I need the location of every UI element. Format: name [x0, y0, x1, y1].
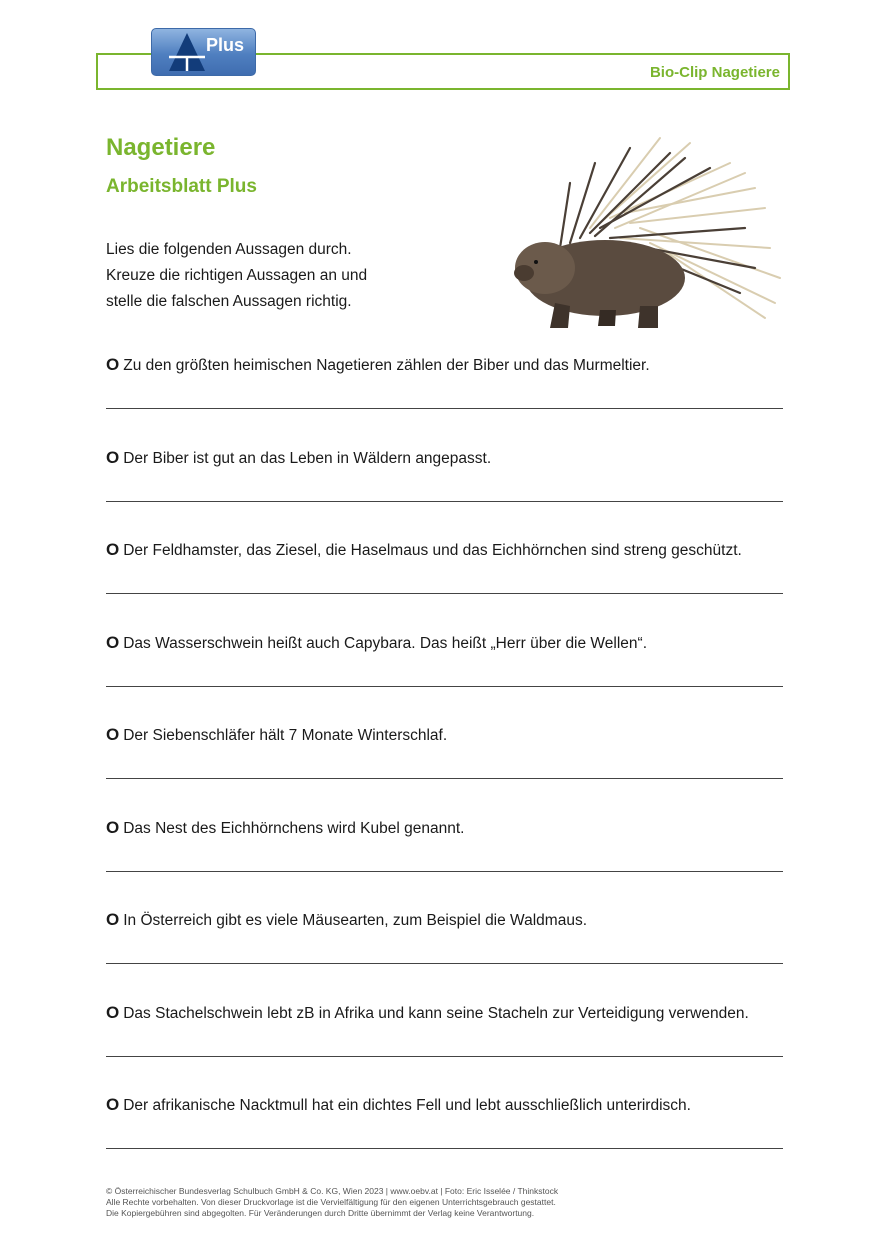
answer-line[interactable] [106, 408, 783, 409]
instruction-line: Lies die folgenden Aussagen durch. [106, 241, 352, 258]
statement-text [106, 448, 491, 469]
statement-text [106, 910, 587, 931]
statement-label: Zu den größten heimischen Nagetieren zählen der Biber und das Murmeltier. [123, 357, 650, 374]
statement-label: Der Biber ist gut an das Leben in Wäldern angepasst. [123, 449, 492, 467]
checkbox-marker[interactable]: O [106, 632, 120, 652]
statement-item [106, 1095, 783, 1188]
answer-line[interactable] [106, 686, 783, 687]
checkbox-marker[interactable]: O [106, 1002, 120, 1022]
statement-item [106, 448, 783, 541]
answer-line[interactable] [106, 593, 783, 594]
footer [106, 1186, 558, 1219]
statement-label: Das Stachelschwein lebt zB in Afrika und kann seine Stacheln zur Verteidigung verwenden. [123, 1004, 749, 1022]
logo-text: Plus [206, 35, 245, 55]
statement-label: Der Feldhamster, das Ziesel, die Haselmaus und das Eichhörnchen sind streng geschützt. [123, 542, 742, 559]
checkbox-marker[interactable]: O [106, 1095, 120, 1114]
statement-item [106, 355, 783, 448]
statement-text [106, 355, 650, 376]
answer-line[interactable] [106, 1056, 783, 1057]
statement-item [106, 818, 783, 911]
instruction-line: stelle die falschen Aussagen richtig. [106, 293, 352, 310]
page-subtitle: Arbeitsblatt Plus [106, 176, 257, 197]
statement-item [106, 540, 783, 633]
checkbox-marker[interactable]: O [106, 817, 120, 837]
statement-text [106, 725, 447, 746]
statement-label: Der afrikanische Nacktmull hat ein dichtes Fell und lebt ausschließlich unterirdisch. [123, 1097, 691, 1114]
triangle-logo-icon [168, 32, 206, 72]
statement-text [106, 818, 464, 839]
plus-logo [151, 28, 256, 76]
statement-label: Das Wasserschwein heißt auch Capybara. Das heißt „Herr über die Wellen“. [123, 634, 647, 652]
copyright-line: © Österreichischer Bundesverlag Schulbuch GmbH & Co. KG, Wien 2023 | www.oebv.at | Foto: Eric Isselée / Thinkstock [106, 1186, 559, 1196]
statement-label: In Österreich gibt es viele Mäusearten, zum Beispiel die Waldmaus. [123, 912, 588, 929]
page-title: Nagetiere [106, 134, 216, 161]
answer-line[interactable] [106, 501, 783, 502]
checkbox-marker[interactable]: O [106, 725, 120, 744]
answer-line[interactable] [106, 778, 783, 779]
statement-label: Das Nest des Eichhörnchens wird Kubel genannt. [123, 819, 465, 837]
instruction-line: Kreuze die richtigen Aussagen an und [106, 267, 368, 284]
statement-text [106, 1095, 691, 1116]
answer-line[interactable] [106, 1148, 783, 1149]
answer-line[interactable] [106, 963, 783, 964]
statement-text [106, 540, 742, 561]
porcupine-photo [500, 128, 785, 338]
rights-line: Alle Rechte vorbehalten. Von dieser Druckvorlage ist die Vervielfältigung für den eigenen Unterrichtsgebrauch gestattet. [106, 1197, 556, 1207]
statement-label: Der Siebenschläfer hält 7 Monate Winterschlaf. [123, 727, 448, 744]
checkbox-marker[interactable]: O [106, 910, 120, 929]
statement-list [106, 355, 783, 1188]
header-title: Bio-Clip Nagetiere [649, 64, 780, 81]
checkbox-marker[interactable]: O [106, 355, 120, 374]
checkbox-marker[interactable]: O [106, 447, 120, 467]
statement-item [106, 725, 783, 818]
checkbox-marker[interactable]: O [106, 540, 120, 559]
fees-line: Die Kopiergebühren sind abgegolten. Für Veränderungen durch Dritte übernimmt der Verlag keine Verantwortung. [106, 1208, 535, 1218]
instructions [106, 237, 367, 315]
statement-text [106, 1003, 749, 1024]
statement-item [106, 1003, 783, 1096]
answer-line[interactable] [106, 871, 783, 872]
statement-text [106, 633, 647, 654]
statement-item [106, 633, 783, 726]
statement-item [106, 910, 783, 1003]
